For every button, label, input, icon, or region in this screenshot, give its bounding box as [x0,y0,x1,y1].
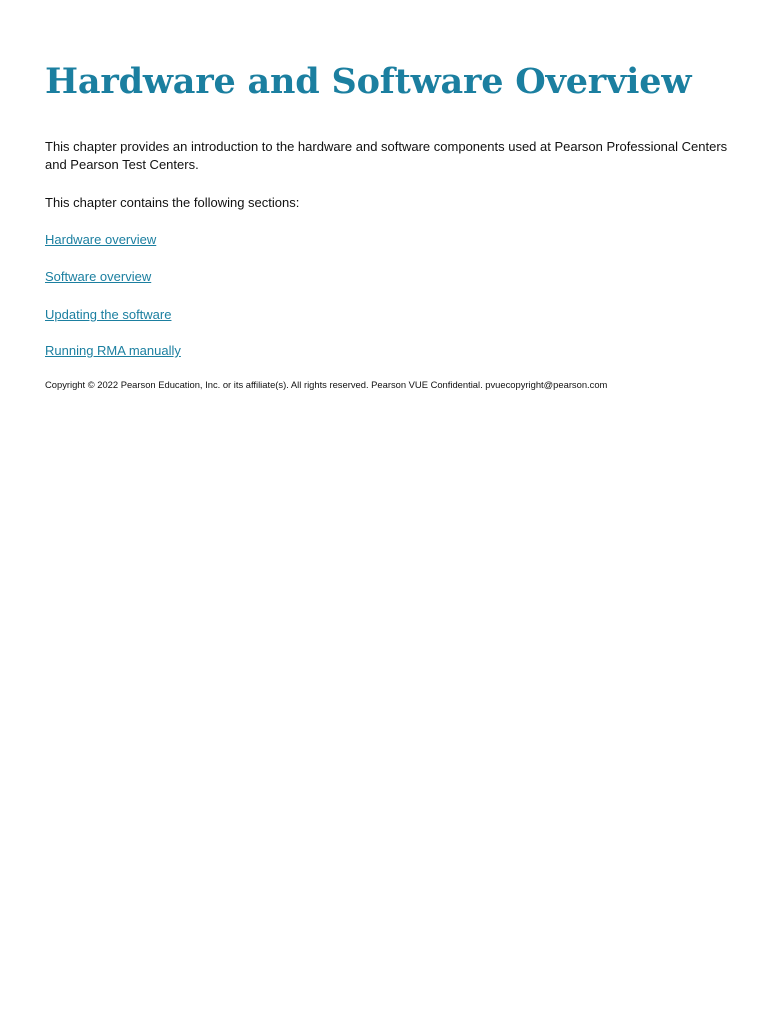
page-title: Hardware and Software Overview [45,61,692,102]
copyright-notice: Copyright © 2022 Pearson Education, Inc. or its affiliate(s). All rights reserved. Pearson VUE Confidential. pvuecopyright@pearson.com [45,379,608,390]
sections-intro-text: This chapter contains the following sections: [45,195,300,210]
link-updating-the-software[interactable]: Updating the software [45,307,172,322]
intro-paragraph: This chapter provides an introduction to the hardware and software components used at Pearson Professional Centers and Pearson Test Centers. [45,139,728,172]
link-running-rma-manually[interactable]: Running RMA manually [45,343,181,358]
link-software-overview[interactable]: Software overview [45,269,152,284]
link-hardware-overview[interactable]: Hardware overview [45,232,157,247]
